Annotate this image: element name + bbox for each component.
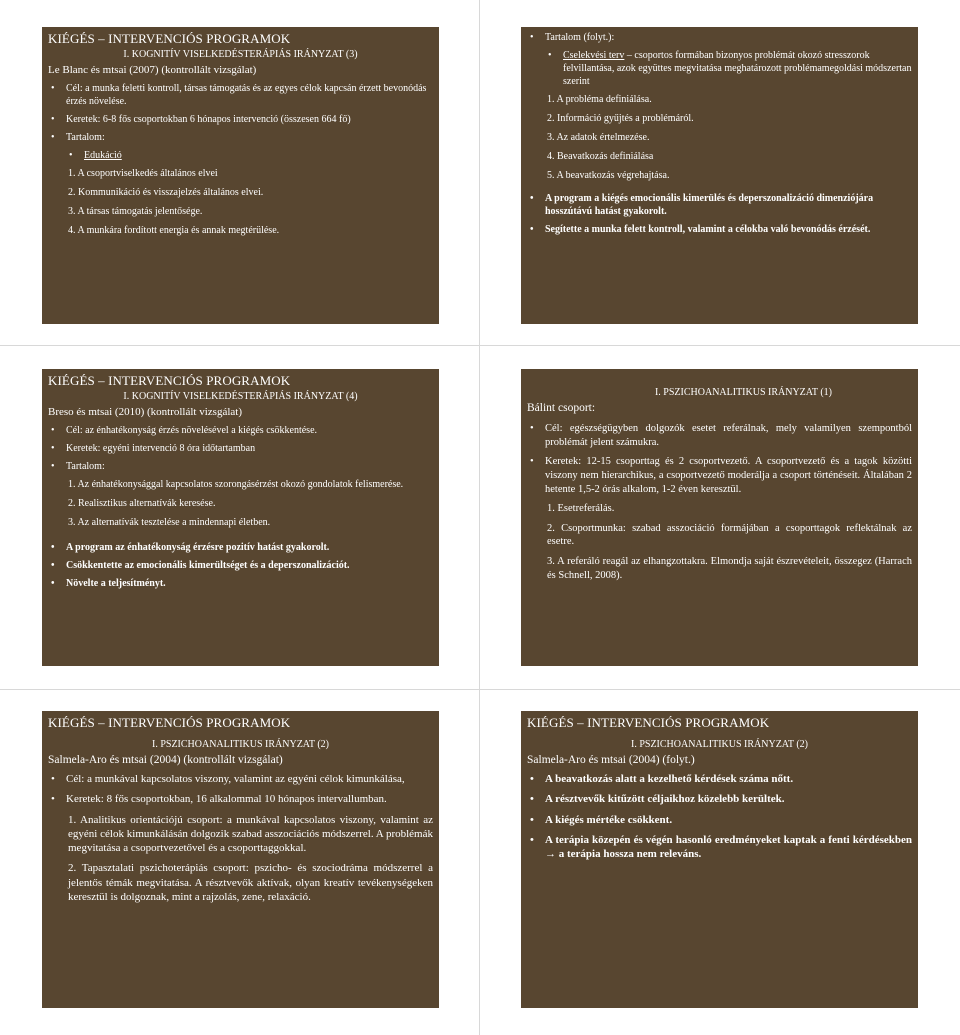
bullet-list <box>48 772 433 807</box>
slide-2 <box>521 27 918 324</box>
sub-bullet-education: • Edukáció <box>66 149 433 162</box>
list-item: 4. Beavatkozás definiálása <box>547 151 654 162</box>
bullet-list <box>48 424 433 473</box>
slide-subtitle: I. PSZICHOANALITIKUS IRÁNYZAT (1) <box>654 387 832 398</box>
list-item: 2. Információ gyűjtés a problémáról. <box>547 113 694 124</box>
bullet-goal: • Cél: egészségügyben dolgozók esetet referálnak, mely valamilyen szempontból problémát jelent számukra. <box>527 422 912 449</box>
bullet-framework: • Keretek: 12-15 csoporttag és 2 csoportvezető. A csoportvezető és a tagok közötti viszony nem hierarchikus, a csoportvezető moderálja a csoport történéseit. Általában 2 hetente 1,5-2 órás alkalom, 1-2 éven keresztül. <box>527 455 912 496</box>
sub-bullet-list <box>545 49 912 88</box>
numbered-list <box>48 813 433 905</box>
list-item: 2. Csoportmunka: szabad asszociáció formájában a csoporttagok reflektálnak az esetre. <box>547 522 912 548</box>
slide-subtitle: I. KOGNITÍV VISELKEDÉSTERÁPIÁS IRÁNYZAT (4) <box>123 391 358 402</box>
slide-5 <box>42 711 439 1008</box>
list-item: 3. Az adatok értelmezése. <box>547 132 650 143</box>
result-bullet: • A kiégés mértéke csökkent. <box>527 813 912 827</box>
result-bullet: • A program a kiégés emocionális kimerülés és deperszonalizáció dimenziójára hosszútávú hatást gyakorolt. <box>527 192 912 218</box>
list-item: 3. Az alternatívák tesztelése a mindennapi életben. <box>68 517 271 528</box>
slide-4 <box>521 369 918 666</box>
list-item: 1. A csoportviselkedés általános elvei <box>68 168 218 179</box>
balint-group-title: Bálint csoport: <box>527 402 596 414</box>
list-item: 5. A beavatkozás végrehajtása. <box>547 170 670 181</box>
result-bullet-list <box>527 192 912 236</box>
numbered-list <box>527 93 912 182</box>
study-title: Breso és mtsai (2010) (kontrollált vizsgálat) <box>48 406 242 418</box>
bullet-framework: • Keretek: 6-8 fős csoportokban 6 hónapos intervenció (összesen 664 fő) <box>48 113 433 126</box>
bullet-framework: • Keretek: egyéni intervenció 8 óra időtartamban <box>48 442 433 455</box>
study-title: Salmela-Aro és mtsai (2004) (kontrollált vizsgálat) <box>48 754 283 766</box>
numbered-list <box>48 478 433 529</box>
result-bullet: • A beavatkozás alatt a kezelhető kérdések száma nőtt. <box>527 772 912 786</box>
list-item: 1. Esetreferálás. <box>547 503 615 515</box>
slide-subtitle: I. PSZICHOANALITIKUS IRÁNYZAT (2) <box>630 739 809 750</box>
bullet-content: • Tartalom: <box>48 460 433 473</box>
result-bullet: • Növelte a teljesítményt. <box>48 577 433 590</box>
bullet-content-continued: • Tartalom (folyt.): <box>527 31 912 44</box>
result-bullet: • A program az énhatékonyság érzésre pozitív hatást gyakorolt. <box>48 541 433 554</box>
list-item: 4. A munkára fordított energia és annak megtérülése. <box>68 225 280 236</box>
bullet-goal: • Cél: az énhatékonyság érzés növelésével a kiégés csökkentése. <box>48 424 433 437</box>
slide-6 <box>521 711 918 1008</box>
page-divider-1 <box>0 345 960 346</box>
list-item: 1. Az énhatékonysággal kapcsolatos szorongásérzést okozó gondolatok felismerése. <box>68 479 404 490</box>
action-plan-text: – csoportos formában bizonyos problémát okozó stresszorok felvillantása, azok együttes megvitatása meghatározott problémamegoldási módszertan szerint <box>563 50 912 87</box>
action-plan-label: Cselekvési terv <box>563 50 625 61</box>
list-item: 2. Tapasztalati pszichoterápiás csoport: pszicho- és szociodráma módszerrel a jelentős témák megvitatása. A résztvevők aktívak, olyan kreatív tevékenységeken keresztül is dolgoznak, mint a rajzolás, zene, relaxáció. <box>68 862 433 904</box>
list-item: 3. A társas támogatás jelentősége. <box>68 206 203 217</box>
page-divider-2 <box>0 689 960 690</box>
bullet-content: • Tartalom: <box>48 131 433 144</box>
result-bullet-list <box>527 772 912 861</box>
result-bullet: • A terápia közepén és végén hasonló eredményeket kaptak a fenti kérdésekben → a terápia hossza nem releváns. <box>527 833 912 862</box>
slide-header: KIÉGÉS – INTERVENCIÓS PROGRAMOK <box>48 373 291 388</box>
result-bullet-list <box>48 541 433 590</box>
study-title: Salmela-Aro és mtsai (2004) (folyt.) <box>527 754 695 766</box>
numbered-list <box>527 502 912 582</box>
bullet-list <box>527 31 912 44</box>
numbered-list <box>48 167 433 237</box>
list-item: 1. A probléma definiálása. <box>547 94 652 105</box>
slide-subtitle: I. KOGNITÍV VISELKEDÉSTERÁPIÁS IRÁNYZAT (3) <box>123 49 358 60</box>
bullet-list <box>48 82 433 144</box>
result-bullet: • Segítette a munka felett kontroll, valamint a célokba való bevonódás érzését. <box>527 223 912 236</box>
slide-header: KIÉGÉS – INTERVENCIÓS PROGRAMOK <box>48 715 291 730</box>
slide-subtitle: I. PSZICHOANALITIKUS IRÁNYZAT (2) <box>151 739 330 750</box>
slide-1 <box>42 27 439 324</box>
list-item: 3. A referáló reagál az elhangzottakra. Elmondja saját észrevételeit, összegez (Harrach és Schnell, 2008). <box>547 556 912 581</box>
list-item: 1. Analitikus orientációjú csoport: a munkával kapcsolatos viszony, valamint az egyéni célok kimunkálásán dolgozik szabad asszociációs módszerrel. A problémák megvitatása a csoportvezetővel és a csoporttaggokkal. <box>68 813 433 855</box>
slide-3 <box>42 369 439 666</box>
list-item: 2. Kommunikáció és visszajelzés általános elvei. <box>68 187 264 198</box>
result-bullet: • A résztvevők kitűzött céljaikhoz közelebb kerültek. <box>527 792 912 806</box>
bullet-goal: • Cél: a munka feletti kontroll, társas támogatás és az egyes célok kapcsán érzett bevonódás érzés növelése. <box>48 82 433 108</box>
slide-header: KIÉGÉS – INTERVENCIÓS PROGRAMOK <box>527 715 770 730</box>
sub-bullet-list <box>66 149 433 162</box>
bullet-list <box>527 422 912 496</box>
study-title: Le Blanc és mtsai (2007) (kontrollált vizsgálat) <box>48 64 257 76</box>
bullet-goal: • Cél: a munkával kapcsolatos viszony, valamint az egyéni célok kimunkálása, <box>48 772 433 786</box>
slide-title-row <box>527 387 912 414</box>
list-item: 2. Realisztikus alternatívák keresése. <box>68 498 216 509</box>
slide-header: KIÉGÉS – INTERVENCIÓS PROGRAMOK <box>48 31 291 46</box>
column-divider <box>479 0 480 1035</box>
bullet-framework: • Keretek: 8 fős csoportokban, 16 alkalommal 10 hónapos intervallumban. <box>48 792 433 806</box>
result-bullet: • Csökkentette az emocionális kimerültséget és a deperszonalizációt. <box>48 559 433 572</box>
sub-bullet-action-plan <box>545 49 912 88</box>
